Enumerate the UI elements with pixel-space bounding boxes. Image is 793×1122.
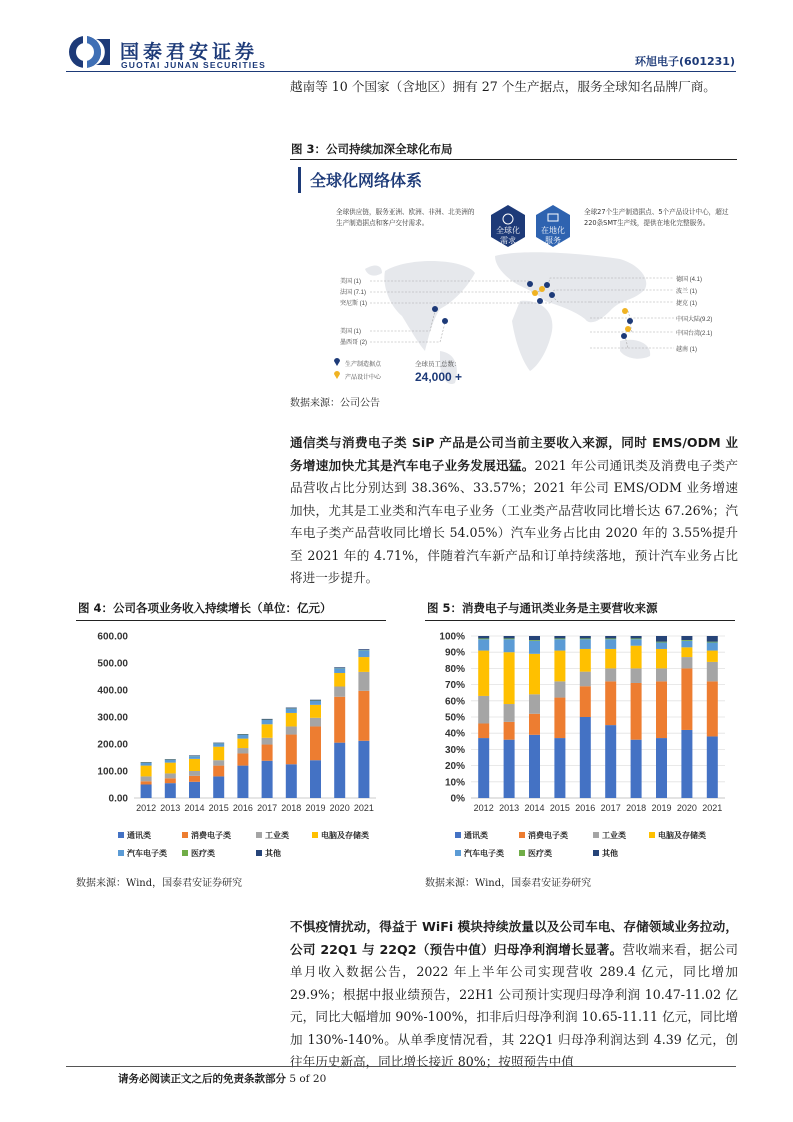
y-tick-label: 50% [444, 712, 465, 724]
legend-label: 通讯类 [127, 831, 151, 840]
svg-text:生产制造据点: 生产制造据点 [345, 362, 382, 368]
bar-segment [358, 691, 369, 741]
figure3-source: 数据来源：公司公告 [290, 398, 380, 409]
svg-text:在地化: 在地化 [541, 226, 565, 235]
legend-label: 消费电子类 [191, 831, 231, 840]
bar-segment [580, 686, 591, 717]
legend-label: 工业类 [602, 831, 626, 840]
legend-swatch [649, 832, 655, 838]
bar-segment [165, 759, 176, 760]
bar-segment [707, 662, 718, 681]
bar-segment [358, 649, 369, 650]
figure5-chart [425, 622, 737, 865]
bar-segment [189, 776, 200, 782]
bar-segment [605, 681, 616, 725]
bar-segment [605, 638, 616, 639]
y-tick-label: 0.00 [108, 793, 128, 805]
legend-swatch [256, 832, 262, 838]
bar-segment [656, 668, 667, 681]
svg-text:突尼斯 (1): 突尼斯 (1) [340, 301, 368, 307]
bar-segment [334, 686, 345, 696]
y-tick-label: 20% [444, 761, 465, 773]
x-tick-label: 2018 [626, 803, 647, 813]
bar-segment [504, 636, 515, 638]
y-tick-label: 200.00 [97, 739, 128, 751]
bar-segment [631, 683, 642, 740]
bar-segment [707, 642, 718, 643]
bar-segment [529, 636, 540, 640]
svg-text:服务: 服务 [545, 236, 561, 245]
bar-segment [189, 756, 200, 759]
bar-segment [237, 735, 248, 739]
bar-segment [478, 651, 489, 696]
bar-segment [580, 672, 591, 687]
x-tick-label: 2017 [600, 803, 621, 813]
bar-segment [707, 651, 718, 662]
bar-segment [286, 726, 297, 734]
footer-disclaimer: 请务必阅读正文之后的免责条款部分 [118, 1073, 286, 1085]
y-tick-label: 100% [439, 631, 465, 643]
bar-segment [286, 713, 297, 727]
bar-segment [580, 639, 591, 649]
bar-segment [310, 726, 321, 760]
y-tick-label: 30% [444, 744, 465, 756]
legend-swatch [455, 832, 461, 838]
bar-segment [237, 748, 248, 753]
bar-segment [165, 763, 176, 774]
paragraph3-text: 营收端来看，据公司单月收入数据公告，2022 年上半年公司实现营收 289.4 亿元，同比增加 29.9%；根据中报业绩预告，22H1 公司预计实现归母净利润 10.47-11.02 亿元，同比大幅增加 90%-100%，扣非后归母净利润 10.65-11.11 亿元，同比增加 130%-140%。从单季度情况看，其 22Q1 归母净利润达到 4.39 亿元，创往年历史新高，同比增长接近 80%；按照预告中值 [290, 941, 738, 1069]
x-tick-label: 2017 [257, 803, 278, 813]
svg-text:德国 (4.1): 德国 (4.1) [676, 277, 703, 283]
header-divider [66, 71, 736, 72]
figure3-title: 图 3：公司持续加深全球化布局 [291, 142, 453, 156]
bar-segment [262, 719, 273, 720]
bar-segment [262, 738, 273, 745]
bar-segment [141, 785, 152, 799]
y-tick-label: 500.00 [97, 658, 128, 670]
bar-segment [707, 636, 718, 642]
brand-name-en: GUOTAI JUNAN SECURITIES [121, 60, 267, 70]
bar-segment [631, 638, 642, 639]
legend-label: 其他 [602, 849, 618, 858]
bar-segment [656, 636, 667, 642]
bar-segment [478, 638, 489, 639]
bar-segment [334, 668, 345, 673]
x-tick-label: 2015 [208, 803, 229, 813]
bar-segment [554, 681, 565, 697]
bar-segment [478, 696, 489, 724]
svg-text:墨西哥 (2): 墨西哥 (2) [340, 340, 368, 346]
bar-segment [358, 741, 369, 798]
figure4-source: 数据来源：Wind，国泰君安证券研究 [76, 878, 243, 889]
y-tick-label: 10% [444, 777, 465, 789]
bar-segment [605, 639, 616, 649]
figure4-rule [76, 620, 386, 621]
legend-swatch [118, 832, 124, 838]
bar-segment [286, 708, 297, 709]
bar-segment [707, 642, 718, 650]
y-tick-label: 100.00 [97, 766, 128, 778]
bar-segment [681, 657, 692, 668]
legend-label: 医疗类 [528, 849, 552, 858]
legend-swatch [593, 832, 599, 838]
figure3-right-text: 全球27个生产制造据点、5个产品设计中心，超过220条SMT生产线，提供在地化完整服务。 [584, 208, 729, 227]
company-logo [68, 35, 112, 69]
bar-segment [358, 657, 369, 672]
bar-segment [237, 734, 248, 735]
bar-segment [310, 718, 321, 727]
x-tick-label: 2019 [305, 803, 326, 813]
bar-segment [358, 650, 369, 657]
y-tick-label: 300.00 [97, 712, 128, 724]
bar-segment [529, 694, 540, 713]
x-tick-label: 2013 [160, 803, 181, 813]
bar-segment [580, 649, 591, 672]
bar-segment [478, 639, 489, 650]
bar-segment [504, 704, 515, 722]
bar-segment [334, 667, 345, 668]
paragraph3-bold: 不惧疫情扰动，得益于 WiFi 模块持续放量以及公司车电、存储领域业务拉动，公司 22Q1 与 22Q2（预告中值）归母净利润增长显著。 [290, 919, 738, 957]
bar-segment [237, 766, 248, 798]
bar-segment [504, 740, 515, 798]
legend-swatch [182, 832, 188, 838]
paragraph-revenue-mix [290, 432, 738, 590]
bar-segment [189, 759, 200, 771]
paragraph-profit [290, 916, 738, 1074]
bar-segment [529, 654, 540, 695]
x-tick-label: 2021 [702, 803, 723, 813]
bar-segment [262, 720, 273, 724]
legend-label: 其他 [265, 849, 281, 858]
bar-segment [213, 743, 224, 744]
y-tick-label: 90% [444, 647, 465, 659]
legend-label: 消费电子类 [528, 831, 568, 840]
bar-segment [529, 641, 540, 654]
bar-segment [141, 781, 152, 784]
bar-segment [165, 773, 176, 778]
figure3-banner: 全球化网络体系 [310, 173, 423, 190]
legend-label: 电脑及存储类 [658, 831, 706, 840]
x-tick-label: 2014 [184, 803, 205, 813]
legend-swatch [519, 850, 525, 856]
bar-segment [262, 761, 273, 798]
bar-segment [262, 745, 273, 761]
bar-segment [681, 647, 692, 657]
svg-text:需求: 需求 [500, 236, 516, 245]
legend-swatch [312, 832, 318, 838]
bar-segment [529, 640, 540, 641]
paragraph-intro: 越南等 10 个国家（含地区）拥有 27 个生产据点，服务全球知名品牌厂商。 [290, 79, 716, 94]
figure5-title: 图 5：消费电子与通讯类业务是主要营收来源 [427, 601, 658, 615]
bar-segment [213, 760, 224, 765]
bar-segment [631, 740, 642, 798]
bar-segment [580, 638, 591, 639]
legend-label: 电脑及存储类 [321, 831, 369, 840]
bar-segment [189, 771, 200, 776]
bar-segment [605, 649, 616, 668]
bar-segment [310, 700, 321, 701]
y-tick-label: 600.00 [97, 631, 128, 643]
bar-segment [631, 668, 642, 683]
svg-text:中国大陆(9.2): 中国大陆(9.2) [676, 317, 713, 323]
paragraph2-bold: 通信类与消费电子类 SiP 产品是公司当前主要收入来源，同时 EMS/ODM 业务增速加快尤其是汽车电子业务发展迅猛。 [290, 435, 738, 473]
x-tick-label: 2018 [281, 803, 302, 813]
svg-text:中国台湾(2.1): 中国台湾(2.1) [676, 331, 713, 337]
svg-text:捷克 (1): 捷克 (1) [676, 301, 698, 307]
bar-segment [478, 636, 489, 638]
bar-segment [504, 639, 515, 652]
bar-segment [529, 735, 540, 798]
bar-segment [605, 725, 616, 798]
bar-segment [656, 642, 667, 643]
svg-text:法国 (7.1): 法国 (7.1) [340, 290, 367, 296]
legend-label: 通讯类 [464, 831, 488, 840]
bar-segment [286, 735, 297, 765]
bar-segment [554, 738, 565, 798]
bar-segment [656, 649, 667, 668]
bar-segment [310, 701, 321, 705]
bar-segment [165, 783, 176, 798]
figure3-global-map [290, 161, 737, 389]
bar-segment [213, 776, 224, 798]
bar-segment [286, 764, 297, 798]
bar-segment [554, 639, 565, 650]
x-tick-label: 2016 [575, 803, 596, 813]
bar-segment [310, 760, 321, 798]
legend-label: 汽车电子类 [127, 849, 167, 858]
paragraph2-text: 2021 年公司通讯类及消费电子类产品营收占比分别达到 38.36%、33.57%；2021 年公司 EMS/ODM 业务增速加快，尤其是工业类和汽车电子业务（工业类产品营收同比增长达 67.26%；汽车电子类产品营收同比增长 54.05%）汽车业务占比由 2020 年的 3.55%提升至 2021 年的 4.71%，伴随着汽车新产品和订单持续落地，预计汽车业务占比将进一步提升。 [290, 457, 738, 585]
bar-segment [334, 673, 345, 687]
bar-segment [286, 709, 297, 713]
employees-label: 全球员工总数： [415, 361, 461, 368]
figure4-chart [76, 622, 386, 865]
bar-segment [310, 705, 321, 718]
svg-text:美国 (1): 美国 (1) [340, 329, 362, 335]
legend-swatch [519, 832, 525, 838]
bar-segment [631, 646, 642, 669]
bar-segment [213, 747, 224, 761]
bar-segment [165, 778, 176, 783]
figure3-rule [290, 159, 737, 160]
x-tick-label: 2020 [676, 803, 697, 813]
figure4-title: 图 4：公司各项业务收入持续增长（单位：亿元） [78, 601, 332, 615]
bar-segment [504, 638, 515, 639]
bar-segment [504, 652, 515, 704]
bar-segment [554, 651, 565, 682]
bar-segment [237, 753, 248, 765]
legend-swatch [182, 850, 188, 856]
svg-text:全球化: 全球化 [496, 226, 520, 235]
bar-segment [656, 642, 667, 648]
bar-segment [605, 636, 616, 638]
bar-segment [189, 755, 200, 756]
bar-segment [262, 724, 273, 738]
bar-segment [504, 722, 515, 740]
svg-text:产品设计中心: 产品设计中心 [345, 375, 382, 381]
bar-segment [529, 714, 540, 735]
brand-name-cn: 国泰君安证券 [120, 41, 259, 63]
footer-divider [66, 1066, 736, 1067]
bar-segment [141, 763, 152, 766]
bar-segment [189, 782, 200, 798]
bar-segment [213, 766, 224, 777]
bar-segment [580, 717, 591, 798]
bar-segment [478, 723, 489, 738]
bar-segment [213, 743, 224, 746]
footer-page: 5 of 20 [289, 1073, 327, 1085]
x-tick-label: 2012 [136, 803, 157, 813]
bar-segment [580, 636, 591, 638]
bar-segment [358, 672, 369, 691]
bar-segment [681, 640, 692, 641]
bar-segment [707, 736, 718, 798]
bar-segment [237, 739, 248, 748]
figure5-source: 数据来源：Wind，国泰君安证券研究 [425, 878, 592, 889]
x-tick-label: 2020 [329, 803, 350, 813]
employees-value: 24,000 + [415, 370, 463, 384]
bar-segment [681, 730, 692, 798]
legend-label: 汽车电子类 [464, 849, 504, 858]
bar-segment [631, 639, 642, 645]
y-tick-label: 60% [444, 696, 465, 708]
bar-segment [631, 636, 642, 638]
footer [118, 1071, 326, 1086]
svg-text:波兰 (1): 波兰 (1) [676, 289, 698, 295]
bar-segment [165, 760, 176, 763]
bar-segment [141, 766, 152, 777]
bar-segment [554, 698, 565, 739]
report-company: 环旭电子(601231) [635, 55, 735, 68]
x-tick-label: 2019 [651, 803, 672, 813]
x-tick-label: 2012 [473, 803, 494, 813]
bar-segment [141, 762, 152, 763]
bar-segment [656, 681, 667, 738]
bar-segment [681, 636, 692, 640]
figure5-rule [425, 620, 735, 621]
x-tick-label: 2013 [499, 803, 520, 813]
y-tick-label: 70% [444, 680, 465, 692]
y-tick-label: 80% [444, 663, 465, 675]
svg-text:美国 (1): 美国 (1) [340, 279, 362, 285]
figure3-left-text: 全球供应链，服务亚洲、欧洲、非洲、北美洲的生产制造据点和客户交付需求。 [336, 208, 475, 227]
legend-swatch [455, 850, 461, 856]
bar-segment [334, 743, 345, 798]
bar-segment [554, 638, 565, 639]
legend-swatch [593, 850, 599, 856]
bar-segment [681, 668, 692, 730]
bar-segment [554, 636, 565, 638]
bar-segment [141, 776, 152, 781]
bar-segment [707, 681, 718, 736]
legend-label: 医疗类 [191, 849, 215, 858]
svg-text:越南 (1): 越南 (1) [676, 347, 698, 353]
legend-label: 工业类 [265, 831, 289, 840]
y-tick-label: 400.00 [97, 685, 128, 697]
bar-segment [605, 668, 616, 681]
y-tick-label: 40% [444, 728, 465, 740]
x-tick-label: 2014 [524, 803, 545, 813]
bar-segment [681, 641, 692, 647]
bar-segment [656, 738, 667, 798]
bar-segment [478, 738, 489, 798]
bar-segment [334, 697, 345, 743]
x-tick-label: 2021 [353, 803, 374, 813]
legend-swatch [256, 850, 262, 856]
x-tick-label: 2015 [549, 803, 570, 813]
y-tick-label: 0% [450, 793, 465, 805]
x-tick-label: 2016 [232, 803, 253, 813]
legend-swatch [118, 850, 124, 856]
